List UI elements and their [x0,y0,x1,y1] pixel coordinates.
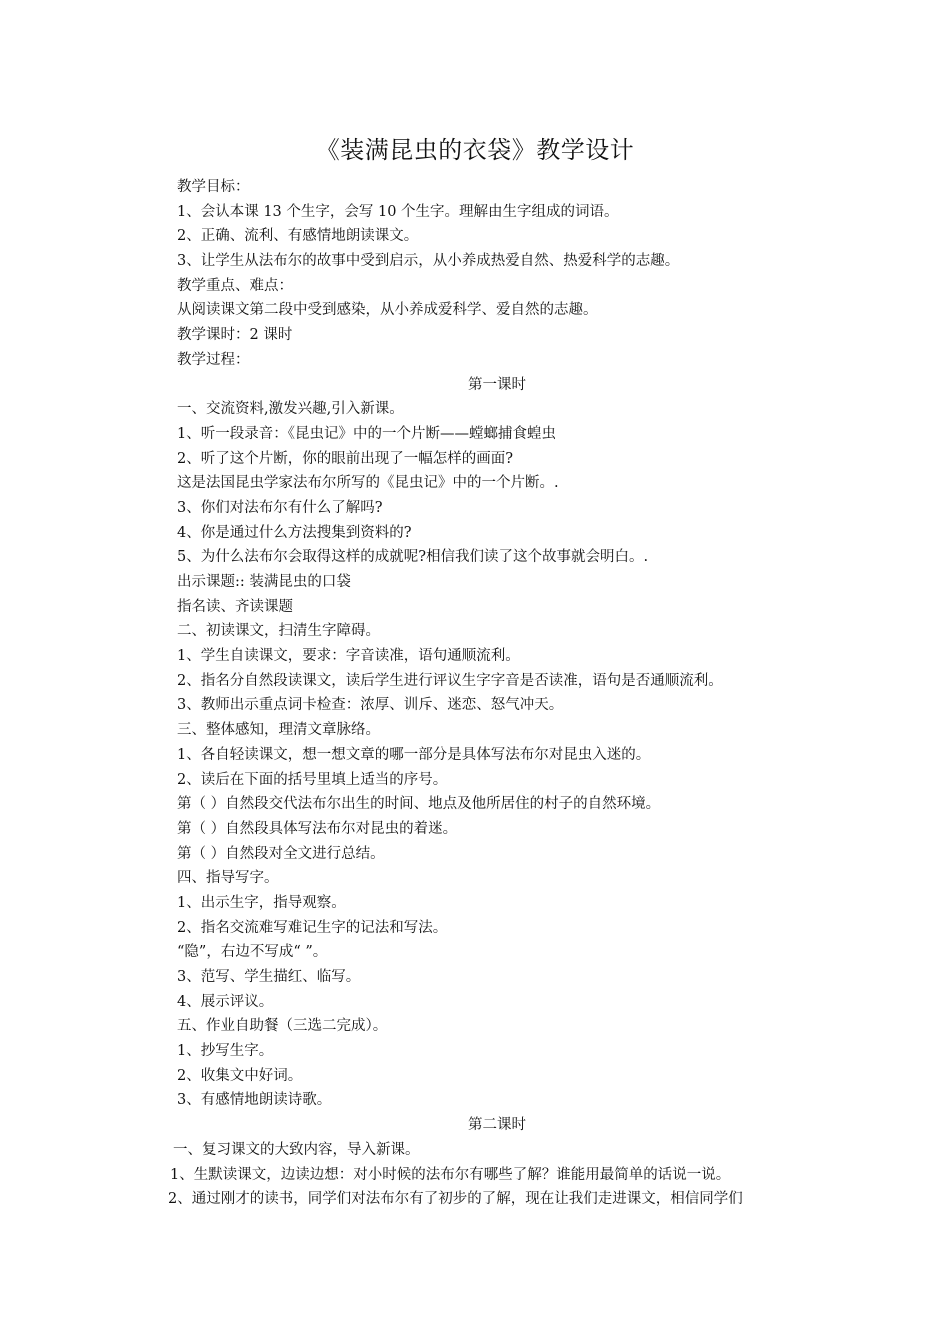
paragraph-line: 4、你是通过什么方法搜集到资料的? [177,524,412,541]
paragraph-line: 这是法国昆虫学家法布尔所写的《昆虫记》中的一个片断。. [177,475,559,492]
paragraph-line: 2、听了这个片断，你的眼前出现了一幅怎样的画面? [177,450,513,467]
paragraph-line: 2、收集文中好词。 [177,1067,303,1084]
paragraph-line: 5、为什么法布尔会取得这样的成就呢?相信我们读了这个故事就会明白。. [177,549,649,566]
section-heading-class-hours: 教学课时：2 课时 [177,327,293,344]
paragraph-line: 1、各自轻读课文，想一想文章的哪一部分是具体写法布尔对昆虫入迷的。 [177,746,651,763]
paragraph-line: 二、初读课文，扫清生字障碍。 [177,623,380,640]
paragraph-line: 2、通过刚才的读书，同学们对法布尔有了初步的了解，现在让我们走进课文，相信同学们 [168,1191,743,1208]
paragraph-line: 四、指导写字。 [177,870,279,887]
lesson-heading-second: 第二课时 [468,1117,526,1134]
paragraph-line: “隐”，右边不写成“ ”。 [177,944,328,961]
paragraph-line: 一、复习课文的大致内容，导入新课。 [173,1141,420,1158]
paragraph-line: 4、展示评议。 [177,993,274,1010]
document-body [168,175,817,1212]
section-heading-key-points: 教学重点、难点： [177,277,293,294]
paragraph-line: 3、让学生从法布尔的故事中受到启示，从小养成热爱自然、热爱科学的志趣。 [177,253,680,270]
paragraph-line: 3、范写、学生描红、临写。 [177,969,361,985]
paragraph-line: 五、作业自助餐（三选二完成）。 [177,1018,388,1035]
paragraph-line: 2、正确、流利、有感情地朗读课文。 [177,228,419,245]
paragraph-line: 指名读、齐读课题 [177,598,293,615]
paragraph-line: 1、听一段录音：《昆虫记》中的一个片断——螳螂捕食蝗虫 [177,425,556,442]
paragraph-line: 从阅读课文第二段中受到感染，从小养成爱科学、爱自然的志趣。 [177,302,598,319]
section-heading-goals: 教学目标： [177,179,250,195]
paragraph-line: 3、教师出示重点词卡检查：浓厚、训斥、迷恋、怒气冲天。 [177,697,564,714]
paragraph-line: 1、出示生字，指导观察。 [177,894,346,911]
paragraph-line: 第（ ）自然段对全文进行总结。 [177,845,385,862]
paragraph-line: 一、交流资料,激发兴趣,引入新课。 [177,401,404,418]
paragraph-line: 1、生默读课文，边读边想：对小时候的法布尔有哪些了解？谁能用最简单的话说一说。 [170,1166,731,1183]
paragraph-line: 3、你们对法布尔有什么了解吗? [177,499,383,516]
section-heading-process: 教学过程： [177,351,250,368]
paragraph-line: 三、整体感知，理清文章脉络。 [177,722,380,739]
paragraph-line: 2、指名分自然段读课文，读后学生进行评议生字字音是否读准，语句是否通顺流利。 [177,672,723,689]
paragraph-line: 1、抄写生字。 [177,1043,274,1060]
paragraph-line: 1、学生自读课文，要求：字音读准，语句通顺流利。 [177,648,520,665]
paragraph-line: 3、有感情地朗读诗歌。 [177,1092,332,1109]
paragraph-line: 第（ ）自然段具体写法布尔对昆虫的着迷。 [177,820,458,837]
paragraph-line: 1、会认本课 13 个生字，会写 10 个生字。理解由生字组成的词语。 [177,203,619,220]
paragraph-line: 出示课题:: 装满昆虫的口袋 [177,574,351,590]
lesson-heading-first: 第一课时 [468,376,526,393]
document-title: 《装满昆虫的衣袋》教学设计 [315,136,635,164]
paragraph-line: 2、指名交流难写难记生字的记法和写法。 [177,919,448,936]
paragraph-line: 第（ ）自然段交代法布尔出生的时间、地点及他所居住的村子的自然环境。 [177,796,661,813]
paragraph-line: 2、读后在下面的括号里填上适当的序号。 [177,771,448,788]
